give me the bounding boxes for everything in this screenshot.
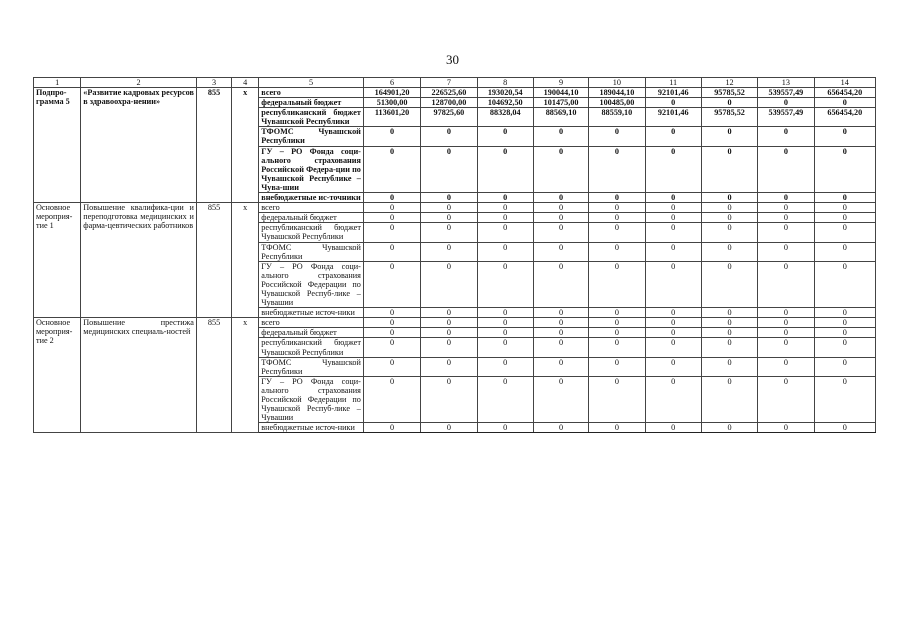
table-row bbox=[34, 318, 876, 328]
column-number: 6 bbox=[363, 78, 420, 88]
amount-cell: 0 bbox=[363, 261, 420, 307]
amount-cell: 92101,46 bbox=[645, 88, 701, 98]
amount-cell: 0 bbox=[421, 308, 477, 318]
amount-cell: 539557,49 bbox=[758, 108, 814, 127]
amount-cell: 0 bbox=[645, 328, 701, 338]
amount-cell: 0 bbox=[758, 308, 814, 318]
amount-cell: 0 bbox=[363, 193, 420, 203]
funding-source: республиканский бюджет Чувашской Республики bbox=[259, 338, 364, 357]
amount-cell: 0 bbox=[758, 193, 814, 203]
amount-cell: 0 bbox=[645, 213, 701, 223]
amount-cell: 0 bbox=[421, 203, 477, 213]
amount-cell: 0 bbox=[589, 193, 645, 203]
amount-cell: 0 bbox=[533, 308, 588, 318]
amount-cell: 88328,04 bbox=[477, 108, 533, 127]
amount-cell: 0 bbox=[589, 223, 645, 242]
funding-source: ТФОМС Чувашской Республики bbox=[259, 242, 364, 261]
amount-cell: 0 bbox=[701, 213, 757, 223]
amount-cell: 0 bbox=[589, 127, 645, 146]
amount-cell: 0 bbox=[363, 423, 420, 433]
column-number: 9 bbox=[533, 78, 588, 88]
amount-cell: 0 bbox=[701, 242, 757, 261]
amount-cell: 97825,60 bbox=[421, 108, 477, 127]
amount-cell: 0 bbox=[363, 328, 420, 338]
funding-source: федеральный бюджет bbox=[259, 213, 364, 223]
amount-cell: 88569,10 bbox=[533, 108, 588, 127]
amount-cell: 0 bbox=[589, 242, 645, 261]
amount-cell: 0 bbox=[645, 423, 701, 433]
amount-cell: 0 bbox=[421, 357, 477, 376]
amount-cell: 0 bbox=[421, 193, 477, 203]
amount-cell: 0 bbox=[701, 376, 757, 422]
amount-cell: 0 bbox=[645, 146, 701, 192]
amount-cell: 0 bbox=[814, 223, 875, 242]
amount-cell: 0 bbox=[758, 213, 814, 223]
amount-cell: 0 bbox=[814, 308, 875, 318]
amount-cell: 0 bbox=[701, 338, 757, 357]
amount-cell: 0 bbox=[758, 242, 814, 261]
amount-cell: 0 bbox=[814, 423, 875, 433]
amount-cell: 88559,10 bbox=[589, 108, 645, 127]
funding-source: всего bbox=[259, 203, 364, 213]
amount-cell: 0 bbox=[758, 357, 814, 376]
amount-cell: 0 bbox=[421, 261, 477, 307]
column-number: 4 bbox=[232, 78, 259, 88]
amount-cell: 0 bbox=[701, 318, 757, 328]
amount-cell: 0 bbox=[477, 423, 533, 433]
amount-cell: 0 bbox=[814, 376, 875, 422]
amount-cell: 0 bbox=[477, 193, 533, 203]
program-title: Повышение престижа медицинских специаль-ностей bbox=[81, 318, 197, 433]
amount-cell: 0 bbox=[421, 328, 477, 338]
amount-cell: 0 bbox=[363, 318, 420, 328]
amount-cell: 0 bbox=[814, 193, 875, 203]
amount-cell: 0 bbox=[421, 223, 477, 242]
funding-source: внебюджетные источ-ники bbox=[259, 308, 364, 318]
amount-cell: 0 bbox=[477, 242, 533, 261]
funding-source: ГУ – РО Фонда соци-ального страхования Российской Федерации по Чувашской Респуб-лике – Чувашии bbox=[259, 261, 364, 307]
column-number: 1 bbox=[34, 78, 81, 88]
amount-cell: 0 bbox=[363, 338, 420, 357]
amount-cell: 0 bbox=[477, 203, 533, 213]
amount-cell: 0 bbox=[814, 127, 875, 146]
amount-cell: 0 bbox=[758, 127, 814, 146]
amount-cell: 0 bbox=[701, 308, 757, 318]
amount-cell: 0 bbox=[589, 328, 645, 338]
amount-cell: 0 bbox=[758, 318, 814, 328]
amount-cell: 0 bbox=[589, 203, 645, 213]
funding-source: ТФОМС Чувашской Республики bbox=[259, 357, 364, 376]
amount-cell: 0 bbox=[363, 146, 420, 192]
amount-cell: 0 bbox=[645, 261, 701, 307]
amount-cell: 0 bbox=[533, 146, 588, 192]
amount-cell: 0 bbox=[533, 338, 588, 357]
column-number: 3 bbox=[196, 78, 231, 88]
amount-cell: 0 bbox=[589, 261, 645, 307]
amount-cell: 0 bbox=[701, 328, 757, 338]
financing-table bbox=[33, 77, 876, 433]
funding-source: федеральный бюджет bbox=[259, 328, 364, 338]
amount-cell: 0 bbox=[645, 98, 701, 108]
amount-cell: 0 bbox=[645, 376, 701, 422]
column-number: 14 bbox=[814, 78, 875, 88]
amount-cell: 0 bbox=[589, 357, 645, 376]
amount-cell: 128700,00 bbox=[421, 98, 477, 108]
funding-source: ГУ – РО Фонда соци-ального страхования Российской Федера-ции по Чувашской Республике – Чува-шии bbox=[259, 146, 364, 192]
amount-cell: 0 bbox=[645, 223, 701, 242]
amount-cell: 0 bbox=[477, 318, 533, 328]
budget-code: 855 bbox=[196, 88, 231, 203]
amount-cell: 0 bbox=[758, 203, 814, 213]
funding-source: всего bbox=[259, 318, 364, 328]
amount-cell: 104692,50 bbox=[477, 98, 533, 108]
amount-cell: 0 bbox=[701, 357, 757, 376]
funding-source: всего bbox=[259, 88, 364, 98]
column-number: 5 bbox=[259, 78, 364, 88]
amount-cell: 0 bbox=[533, 223, 588, 242]
amount-cell: 0 bbox=[814, 213, 875, 223]
amount-cell: 0 bbox=[645, 203, 701, 213]
amount-cell: 0 bbox=[645, 338, 701, 357]
amount-cell: 0 bbox=[814, 328, 875, 338]
amount-cell: 0 bbox=[421, 146, 477, 192]
amount-cell: 0 bbox=[533, 213, 588, 223]
amount-cell: 0 bbox=[701, 261, 757, 307]
amount-cell: 190044,10 bbox=[533, 88, 588, 98]
amount-cell: 193020,54 bbox=[477, 88, 533, 98]
program-title: Повышение квалифика-ции и переподготовка медицинских и фарма-цевтических работников bbox=[81, 203, 197, 318]
amount-cell: 0 bbox=[701, 223, 757, 242]
amount-cell: 0 bbox=[533, 318, 588, 328]
amount-cell: 0 bbox=[589, 338, 645, 357]
amount-cell: 656454,20 bbox=[814, 108, 875, 127]
funding-source: республиканский бюджет Чувашской Республики bbox=[259, 108, 364, 127]
amount-cell: 0 bbox=[814, 98, 875, 108]
amount-cell: 0 bbox=[814, 146, 875, 192]
mark-cell: х bbox=[232, 318, 259, 433]
table-row bbox=[34, 88, 876, 98]
amount-cell: 0 bbox=[589, 318, 645, 328]
amount-cell: 0 bbox=[363, 203, 420, 213]
amount-cell: 0 bbox=[477, 328, 533, 338]
amount-cell: 0 bbox=[421, 242, 477, 261]
amount-cell: 0 bbox=[533, 242, 588, 261]
amount-cell: 0 bbox=[477, 308, 533, 318]
amount-cell: 0 bbox=[814, 338, 875, 357]
amount-cell: 656454,20 bbox=[814, 88, 875, 98]
column-number: 2 bbox=[81, 78, 197, 88]
amount-cell: 0 bbox=[814, 318, 875, 328]
funding-source: внебюджетные ис-точники bbox=[259, 193, 364, 203]
amount-cell: 0 bbox=[589, 146, 645, 192]
amount-cell: 0 bbox=[421, 127, 477, 146]
amount-cell: 0 bbox=[421, 318, 477, 328]
amount-cell: 0 bbox=[645, 127, 701, 146]
amount-cell: 0 bbox=[589, 423, 645, 433]
amount-cell: 0 bbox=[645, 357, 701, 376]
amount-cell: 0 bbox=[363, 242, 420, 261]
funding-source: ГУ – РО Фонда соци-ального страхования Российской Федерации по Чувашской Респуб-лике – Чувашии bbox=[259, 376, 364, 422]
amount-cell: 0 bbox=[758, 261, 814, 307]
amount-cell: 0 bbox=[701, 203, 757, 213]
funding-source: федеральный бюджет bbox=[259, 98, 364, 108]
amount-cell: 0 bbox=[421, 376, 477, 422]
amount-cell: 0 bbox=[814, 203, 875, 213]
program-name: Основное мероприя-тие 2 bbox=[34, 318, 81, 433]
mark-cell: х bbox=[232, 88, 259, 203]
amount-cell: 0 bbox=[814, 261, 875, 307]
budget-code: 855 bbox=[196, 203, 231, 318]
amount-cell: 95785,52 bbox=[701, 108, 757, 127]
amount-cell: 226525,60 bbox=[421, 88, 477, 98]
amount-cell: 0 bbox=[477, 357, 533, 376]
funding-source: ТФОМС Чувашской Республики bbox=[259, 127, 364, 146]
column-number: 11 bbox=[645, 78, 701, 88]
amount-cell: 0 bbox=[758, 338, 814, 357]
amount-cell: 0 bbox=[814, 357, 875, 376]
amount-cell: 0 bbox=[758, 223, 814, 242]
budget-code: 855 bbox=[196, 318, 231, 433]
amount-cell: 0 bbox=[533, 376, 588, 422]
amount-cell: 0 bbox=[477, 146, 533, 192]
amount-cell: 0 bbox=[645, 318, 701, 328]
page-number: 30 bbox=[446, 52, 459, 67]
amount-cell: 0 bbox=[533, 357, 588, 376]
amount-cell: 0 bbox=[363, 127, 420, 146]
amount-cell: 0 bbox=[421, 338, 477, 357]
amount-cell: 0 bbox=[477, 127, 533, 146]
amount-cell: 0 bbox=[421, 213, 477, 223]
amount-cell: 0 bbox=[533, 193, 588, 203]
amount-cell: 0 bbox=[477, 261, 533, 307]
amount-cell: 95785,52 bbox=[701, 88, 757, 98]
amount-cell: 0 bbox=[758, 98, 814, 108]
amount-cell: 101475,00 bbox=[533, 98, 588, 108]
amount-cell: 0 bbox=[533, 328, 588, 338]
mark-cell: х bbox=[232, 203, 259, 318]
amount-cell: 51300,00 bbox=[363, 98, 420, 108]
amount-cell: 0 bbox=[421, 423, 477, 433]
column-number: 10 bbox=[589, 78, 645, 88]
amount-cell: 0 bbox=[533, 203, 588, 213]
amount-cell: 0 bbox=[645, 308, 701, 318]
amount-cell: 0 bbox=[363, 376, 420, 422]
amount-cell: 0 bbox=[363, 213, 420, 223]
amount-cell: 0 bbox=[701, 193, 757, 203]
column-number: 13 bbox=[758, 78, 814, 88]
amount-cell: 92101,46 bbox=[645, 108, 701, 127]
amount-cell: 189044,10 bbox=[589, 88, 645, 98]
funding-source: внебюджетные источ-ники bbox=[259, 423, 364, 433]
amount-cell: 0 bbox=[701, 423, 757, 433]
amount-cell: 0 bbox=[701, 127, 757, 146]
amount-cell: 0 bbox=[533, 423, 588, 433]
program-name: Основное мероприя-тие 1 bbox=[34, 203, 81, 318]
amount-cell: 0 bbox=[758, 328, 814, 338]
amount-cell: 0 bbox=[701, 146, 757, 192]
column-number: 7 bbox=[421, 78, 477, 88]
amount-cell: 0 bbox=[477, 213, 533, 223]
amount-cell: 0 bbox=[645, 242, 701, 261]
amount-cell: 0 bbox=[477, 338, 533, 357]
amount-cell: 0 bbox=[758, 146, 814, 192]
column-number: 12 bbox=[701, 78, 757, 88]
program-title: «Развитие кадровых ресурсов в здравоохра-нении» bbox=[81, 88, 197, 203]
amount-cell: 0 bbox=[701, 98, 757, 108]
amount-cell: 0 bbox=[814, 242, 875, 261]
funding-source: республиканский бюджет Чувашской Республики bbox=[259, 223, 364, 242]
amount-cell: 0 bbox=[645, 193, 701, 203]
amount-cell: 0 bbox=[758, 423, 814, 433]
amount-cell: 0 bbox=[758, 376, 814, 422]
amount-cell: 539557,49 bbox=[758, 88, 814, 98]
amount-cell: 100485,00 bbox=[589, 98, 645, 108]
header-row bbox=[34, 78, 876, 88]
table-row bbox=[34, 203, 876, 213]
amount-cell: 0 bbox=[533, 127, 588, 146]
amount-cell: 0 bbox=[363, 357, 420, 376]
amount-cell: 0 bbox=[363, 223, 420, 242]
column-number: 8 bbox=[477, 78, 533, 88]
amount-cell: 0 bbox=[477, 223, 533, 242]
amount-cell: 0 bbox=[589, 376, 645, 422]
amount-cell: 0 bbox=[477, 376, 533, 422]
amount-cell: 0 bbox=[589, 213, 645, 223]
amount-cell: 164901,20 bbox=[363, 88, 420, 98]
amount-cell: 113601,20 bbox=[363, 108, 420, 127]
column-number-header bbox=[34, 78, 876, 88]
program-name: Подпро-грамма 5 bbox=[34, 88, 81, 203]
amount-cell: 0 bbox=[589, 308, 645, 318]
amount-cell: 0 bbox=[363, 308, 420, 318]
table-body bbox=[34, 88, 876, 433]
amount-cell: 0 bbox=[533, 261, 588, 307]
